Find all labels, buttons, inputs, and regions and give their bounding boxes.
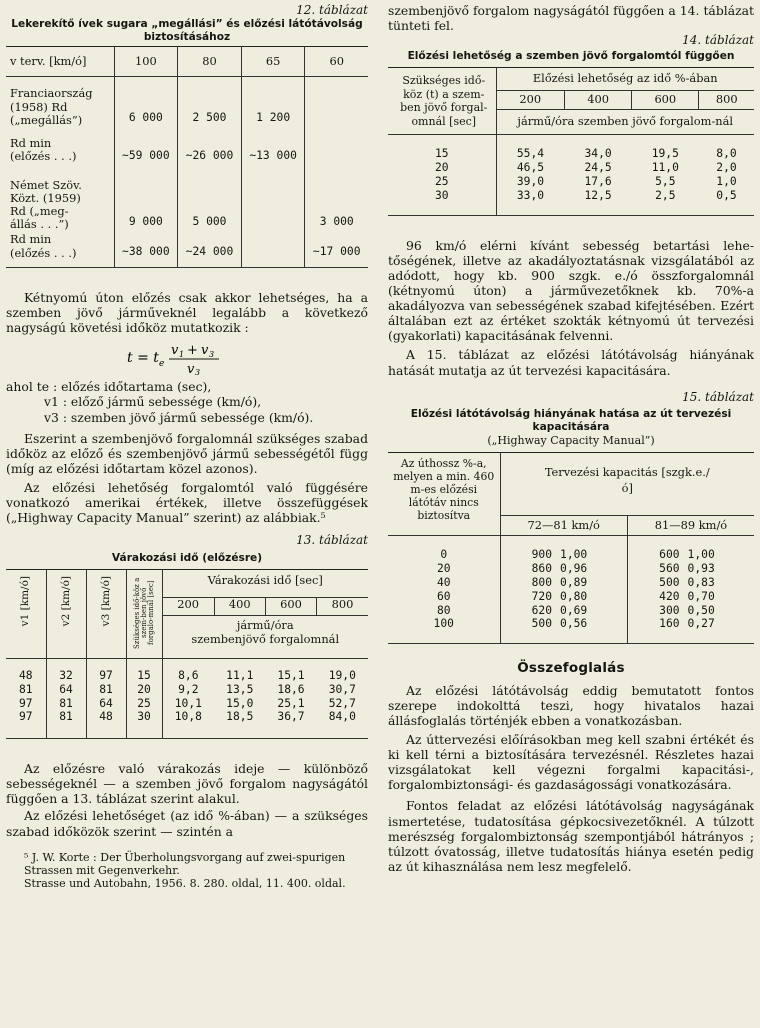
table-cell: 0,56 bbox=[560, 617, 588, 631]
table-cell: 60 bbox=[436, 589, 451, 603]
table-cell: 0,93 bbox=[687, 562, 715, 576]
table-cell: 11,0 bbox=[651, 161, 679, 175]
svg-text:1: 1 bbox=[179, 350, 185, 360]
table-12 bbox=[6, 46, 368, 267]
table-cell: 800 bbox=[500, 576, 556, 590]
text-span: kapacitására bbox=[532, 421, 610, 434]
table-cell: 52,7 bbox=[328, 696, 356, 710]
svg-text:e: e bbox=[159, 359, 165, 370]
t12-head-label: v terv. [km/ó] bbox=[10, 54, 87, 69]
t13-group-head: Várakozási idő [sec] bbox=[162, 569, 368, 597]
table-cell: 11,1 bbox=[226, 668, 254, 682]
table-12-title bbox=[6, 18, 368, 44]
text-span: Franciaország bbox=[10, 86, 93, 101]
table-row bbox=[6, 77, 368, 129]
text-span: Szükséges idő-köz a szem-ben jövő forgalo-mnál [sec] bbox=[132, 577, 155, 649]
t13-col: 600 bbox=[265, 597, 316, 615]
table-cell: 420 bbox=[627, 590, 683, 604]
table-13-title: Várakozási idő (előzésre) bbox=[111, 552, 263, 565]
definition-line: ahol te : előzés időtartama (sec), bbox=[6, 379, 212, 395]
table-cell: 600 bbox=[627, 536, 683, 562]
table-row bbox=[388, 189, 754, 215]
t14-group-head: Előzési lehetőség az idő %-ában bbox=[496, 67, 754, 90]
table-row bbox=[388, 161, 754, 175]
table-row bbox=[6, 231, 368, 267]
svg-text:v: v bbox=[171, 343, 179, 359]
table-14-title: Előzési lehetőség a szemben jövő forgalomtól függően bbox=[407, 49, 735, 62]
table-cell: 0,89 bbox=[560, 575, 588, 589]
t12-cell bbox=[241, 231, 305, 267]
table-row bbox=[6, 129, 368, 169]
table-13 bbox=[6, 569, 368, 739]
table-cell: 25,1 bbox=[277, 696, 305, 710]
t13-col: 200 bbox=[162, 597, 214, 615]
section-heading: Összefoglalás bbox=[517, 660, 625, 677]
paragraph: Eszerint a szembenjövő forgalomnál szükséges szabad időköz az előző és szembenjövő jármű sebességétől függ (míg az előzési időtartam közel azonos). bbox=[6, 430, 368, 476]
t14-col: 400 bbox=[564, 90, 631, 109]
table-cell: 15,1 bbox=[277, 668, 305, 682]
definition-line: v1 : előző jármű sebessége (km/ó), bbox=[44, 394, 262, 410]
table-cell: 0,50 bbox=[687, 603, 715, 617]
table-cell: 20 bbox=[126, 683, 162, 697]
t12-cell: ~59 000 bbox=[114, 129, 178, 169]
table-cell: 17,6 bbox=[584, 175, 612, 188]
paragraph: 96 km/ó elérni kívánt sebesség betartási lehetőségének, illetve az akadályoztatásnak vizsgálatából az adódott, hogy kb. 900 szgk. e./ó összforgalomnál (kétnyomú úton) a járművezetőknek kb. 70%-a akadályozva van sebességének szabad kifejtésében. Ezért általában ezt az értéket szokták kétnyomú út tervezési (gyakorlati) kapacitásának felvenni. bbox=[388, 237, 754, 344]
t12-cell bbox=[305, 129, 368, 169]
paragraph: Fontos feladat az előzési látótávolság nagyságának ismertetése, tudatosítása gépkocsivezetőknél. A túlzott merészség forgalombiztonság szempontjából hátrányos ; túlzott óvatosság, illetve tudatosítás hiánya esetén pedig az út kihasználása nem lesz megfelelő. bbox=[388, 798, 754, 874]
t13-col: 400 bbox=[214, 597, 265, 615]
t12-col: 100 bbox=[114, 47, 178, 77]
paragraph: Az előzési látótávolság eddig bemutatott fontos szerepe indokolttá teszi, hogy hivatalos hazai állásfoglalás történjék ebben a vonatkozásban. bbox=[388, 682, 754, 728]
t12-cell bbox=[305, 77, 368, 129]
text-span: Lekerekítő ívek sugara „megállási” és előzési látótávolság bbox=[11, 17, 363, 30]
table-cell: 30 bbox=[434, 188, 449, 202]
table-cell: 0 bbox=[440, 548, 448, 562]
text-span: (1958) Rd bbox=[10, 99, 68, 114]
table-cell: 18,6 bbox=[277, 682, 305, 696]
footnote bbox=[6, 851, 368, 891]
table-14 bbox=[388, 67, 754, 216]
paragraph: Az előzési lehetőség forgalomtól való függésére vonatkozó amerikai értékek, illetve összefüggések („Highway Capacity Manual” szerint) az alábbiak.⁵ bbox=[6, 480, 368, 526]
t15-row-head: Az úthossz %-a, melyen a min. 460 m-es előzési látótáv nincs biztosítva bbox=[388, 452, 500, 536]
t13-vhead bbox=[46, 569, 86, 658]
table-cell: 48 bbox=[86, 710, 126, 738]
table-cell: 500 bbox=[627, 576, 683, 590]
table-cell: 81 bbox=[18, 682, 33, 696]
t13-col: 800 bbox=[317, 597, 368, 615]
text-span: szembenjövő forgalomnál bbox=[191, 632, 340, 647]
table-cell: 34,0 bbox=[584, 147, 612, 161]
t14-row-head: Szükséges idő-köz (t) a szem-ben jövő forgal-omnál [sec] bbox=[388, 67, 496, 135]
t12-cell: ~38 000 bbox=[114, 231, 178, 267]
table-cell: 2,5 bbox=[655, 188, 676, 202]
paragraph: Az előzésre való várakozás ideje — különböző sebességeknél — a szemben jövő forgalom nagyságától függően a 13. táblázat szerint alakul. bbox=[6, 761, 368, 807]
table-cell: 0,70 bbox=[687, 589, 715, 603]
table-cell: 40 bbox=[436, 575, 451, 589]
t12-cell: ~26 000 bbox=[178, 129, 242, 169]
svg-text:v: v bbox=[201, 343, 209, 359]
svg-text:3: 3 bbox=[195, 368, 201, 376]
table-row bbox=[388, 617, 754, 643]
t12-row-label bbox=[6, 169, 114, 231]
table-row bbox=[6, 683, 368, 697]
table-cell: 8,6 bbox=[162, 658, 214, 682]
table-row bbox=[388, 590, 754, 604]
table-15-subtitle: („Highway Capacity Manual”) bbox=[487, 434, 655, 448]
t12-col: 80 bbox=[178, 47, 242, 77]
table-cell: 19,0 bbox=[328, 668, 356, 682]
t12-row-label bbox=[6, 231, 114, 267]
footnote-line: ⁵ J. W. Korte : Der Überholungsvorgang auf zwei-spurigen Strassen mit Gegenverkehr. bbox=[24, 850, 346, 877]
table-cell: 46,5 bbox=[496, 161, 564, 175]
table-cell: 1,0 bbox=[716, 175, 737, 188]
table-row bbox=[6, 658, 368, 682]
table-cell: 720 bbox=[500, 590, 556, 604]
t12-row-label bbox=[6, 129, 114, 169]
left-column bbox=[6, 0, 368, 1028]
t14-col: 600 bbox=[632, 90, 699, 109]
table-cell: 620 bbox=[500, 604, 556, 618]
text-span: („megállás”) bbox=[10, 112, 83, 127]
t12-cell: ~24 000 bbox=[178, 231, 242, 267]
table-row bbox=[6, 697, 368, 711]
table-cell: 25 bbox=[434, 175, 449, 188]
t14-subhead: jármű/óra szemben jövő forgalom-nál bbox=[496, 109, 754, 135]
table-row bbox=[6, 169, 368, 231]
text-span: Rd („meg- bbox=[10, 204, 69, 219]
table-cell: 81 bbox=[46, 697, 86, 711]
table-cell: 19,5 bbox=[651, 147, 679, 161]
text-span: v3 [km/ó] bbox=[99, 575, 112, 627]
table-row bbox=[388, 604, 754, 618]
table-cell: 10,1 bbox=[162, 697, 214, 711]
table-cell: 0,69 bbox=[560, 603, 588, 617]
text-span: Előzési látótávolság hiányának hatása az út tervezési bbox=[410, 408, 732, 421]
table-cell: 32 bbox=[46, 658, 86, 682]
t12-cell: 5 000 bbox=[178, 169, 242, 231]
table-cell: 80 bbox=[436, 603, 451, 617]
t12-cell bbox=[241, 169, 305, 231]
t14-col: 200 bbox=[496, 90, 564, 109]
table-cell: 160 bbox=[627, 617, 683, 643]
paragraph: Az előzési lehetőséget (az idő %-ában) — a szükséges szabad időközök szerint — szintén a bbox=[6, 808, 368, 839]
table-row bbox=[388, 135, 754, 161]
t13-subhead bbox=[162, 615, 368, 658]
text-span: Rd min bbox=[10, 232, 52, 247]
t15-col: 81—89 km/ó bbox=[627, 515, 754, 536]
formula-graphic bbox=[127, 341, 247, 375]
text-span: Német Szöv. bbox=[10, 177, 82, 192]
table-cell: 0,27 bbox=[687, 617, 715, 631]
text-span: v1 [km/ó] bbox=[19, 575, 32, 627]
table-cell: 15 bbox=[434, 147, 449, 161]
table-cell: 8,0 bbox=[716, 147, 737, 161]
table-cell: 18,5 bbox=[226, 710, 254, 724]
t12-cell: ~13 000 bbox=[241, 129, 305, 169]
table-cell: 9,2 bbox=[162, 683, 214, 697]
paragraph: szembenjövő forgalom nagyságától függően a 14. táblázat tünteti fel. bbox=[388, 3, 754, 34]
table-15-title bbox=[388, 408, 754, 434]
paragraph: Kétnyomú úton előzés csak akkor lehetséges, ha a szemben jövő járműveknél legalább a következő nagyságú követési időköz mutatkozik : bbox=[6, 289, 368, 336]
table-cell: 0,80 bbox=[560, 589, 588, 603]
t12-col: 65 bbox=[241, 47, 305, 77]
definitions bbox=[6, 379, 368, 424]
t12-cell: ~17 000 bbox=[305, 231, 368, 267]
t12-cell: 6 000 bbox=[114, 77, 178, 129]
table-cell: 64 bbox=[86, 697, 126, 711]
t13-vhead bbox=[6, 569, 46, 658]
table-cell: 33,0 bbox=[496, 189, 564, 215]
table-13-number: 13. táblázat bbox=[296, 533, 368, 548]
text-span: (előzés . . .) bbox=[10, 245, 77, 260]
t15-group-head: Tervezési kapacitás [szgk.e./ó] bbox=[500, 452, 754, 515]
svg-text:v: v bbox=[187, 362, 195, 376]
t12-row-label bbox=[6, 77, 114, 129]
table-cell: 10,8 bbox=[162, 710, 214, 738]
table-cell: 20 bbox=[436, 562, 451, 576]
table-cell: 0,5 bbox=[716, 188, 737, 202]
text-span: (előzés . . .) bbox=[10, 149, 77, 164]
t12-col: 60 bbox=[305, 47, 368, 77]
table-cell: 48 bbox=[18, 668, 33, 682]
t15-col: 72—81 km/ó bbox=[500, 515, 627, 536]
table-cell: 24,5 bbox=[584, 161, 612, 175]
table-cell: 2,0 bbox=[716, 161, 737, 175]
table-14-number: 14. táblázat bbox=[682, 33, 754, 48]
right-column bbox=[388, 0, 754, 1028]
t12-cell: 3 000 bbox=[305, 169, 368, 231]
paragraph: Az úttervezési előírásokban meg kell szabni értékét és ki kell térni a biztosítására tervezésnél. Részletes hazai vizsgálatokat kell végezni forgalmi kapacitási-, forgalombiztonsági- és gazdaságossági vonatkozására. bbox=[388, 731, 754, 793]
table-cell: 0,83 bbox=[687, 575, 715, 589]
table-cell: 81 bbox=[86, 683, 126, 697]
paragraph: A 15. táblázat az előzési látótávolság hiányának hatását mutatja az út tervezési kapacitására. bbox=[388, 347, 754, 378]
table-cell: 55,4 bbox=[496, 135, 564, 161]
formula bbox=[6, 341, 368, 375]
table-cell: 1,00 bbox=[560, 548, 588, 562]
text-span: jármű/óra bbox=[236, 617, 294, 632]
table-cell: 1,00 bbox=[687, 548, 715, 562]
t13-vhead bbox=[126, 569, 162, 658]
table-cell: 36,7 bbox=[277, 710, 305, 724]
table-cell: 0,96 bbox=[560, 562, 588, 576]
table-row bbox=[6, 710, 368, 738]
table-cell: 30,7 bbox=[328, 682, 356, 696]
footnote-line: Strasse und Autobahn, 1956. 8. 280. oldal, 11. 400. oldal. bbox=[24, 877, 346, 891]
t12-cell: 9 000 bbox=[114, 169, 178, 231]
table-cell: 39,0 bbox=[496, 175, 564, 189]
svg-text:3: 3 bbox=[209, 350, 215, 360]
table-cell: 560 bbox=[627, 562, 683, 576]
table-12-number: 12. táblázat bbox=[296, 3, 368, 17]
table-cell: 12,5 bbox=[584, 188, 612, 202]
svg-text:+: + bbox=[187, 343, 198, 359]
table-cell: 13,5 bbox=[226, 682, 254, 696]
table-row bbox=[388, 562, 754, 576]
table-cell: 15 bbox=[126, 658, 162, 682]
definition-line: v3 : szemben jövő jármű sebessége (km/ó). bbox=[44, 409, 314, 425]
table-15 bbox=[388, 452, 754, 645]
text-span: biztosításához bbox=[143, 30, 231, 43]
table-cell: 15,0 bbox=[226, 696, 254, 710]
table-row bbox=[388, 536, 754, 562]
table-cell: 900 bbox=[500, 536, 556, 562]
table-cell: 5,5 bbox=[655, 175, 676, 188]
table-cell: 20 bbox=[434, 161, 449, 175]
t14-col: 800 bbox=[699, 90, 754, 109]
table-cell: 97 bbox=[18, 696, 33, 710]
table-cell: 64 bbox=[46, 683, 86, 697]
t13-vhead bbox=[86, 569, 126, 658]
table-row bbox=[388, 175, 754, 189]
text-span: v2 [km/ó] bbox=[59, 575, 72, 627]
table-cell: 25 bbox=[126, 697, 162, 711]
table-cell: 100 bbox=[433, 617, 454, 631]
text-span: Rd min bbox=[10, 135, 52, 150]
table-cell: 300 bbox=[627, 604, 683, 618]
table-cell: 97 bbox=[18, 710, 33, 724]
table-cell: 30 bbox=[126, 710, 162, 738]
table-row bbox=[388, 576, 754, 590]
table-cell: 81 bbox=[46, 710, 86, 738]
table-cell: 84,0 bbox=[328, 710, 356, 724]
table-cell: 860 bbox=[500, 562, 556, 576]
table-cell: 97 bbox=[86, 658, 126, 682]
text-span: Közt. (1959) bbox=[10, 191, 81, 206]
table-cell: 500 bbox=[500, 617, 556, 643]
text-span: állás . . .”) bbox=[10, 217, 69, 232]
svg-text:t = t: t = t bbox=[127, 350, 159, 367]
table-15-number: 15. táblázat bbox=[682, 389, 754, 404]
t12-cell: 2 500 bbox=[178, 77, 242, 129]
t12-cell: 1 200 bbox=[241, 77, 305, 129]
